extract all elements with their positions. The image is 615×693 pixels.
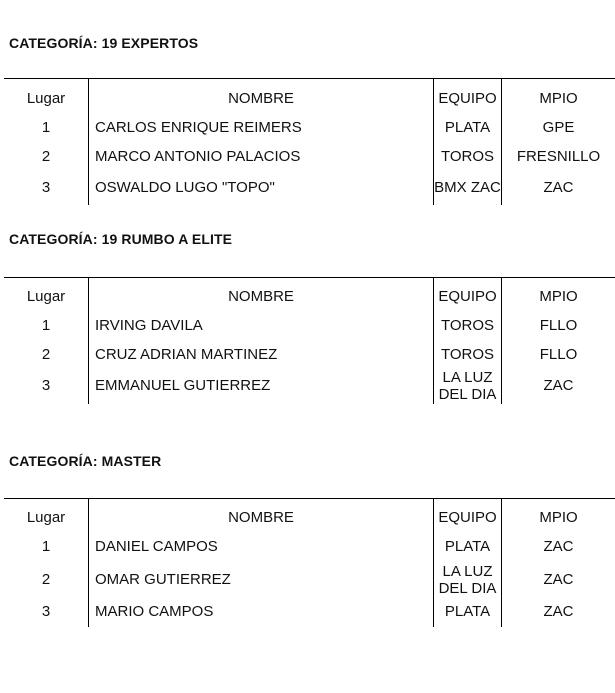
- cell-nombre: OMAR GUTIERREZ: [95, 571, 231, 588]
- table-header-row: [4, 83, 615, 113]
- header-lugar: Lugar: [26, 89, 66, 107]
- cell-lugar: 3: [41, 178, 51, 196]
- cell-mpio: ZAC: [543, 602, 574, 620]
- cell-lugar: 2: [41, 346, 51, 363]
- cell-lugar: 3: [41, 602, 51, 620]
- results-table-expertos: [4, 78, 615, 205]
- cell-mpio: ZAC: [543, 538, 574, 555]
- table-row: [4, 169, 615, 205]
- cell-equipo: TOROS: [440, 317, 495, 334]
- header-nombre: NOMBRE: [228, 508, 294, 526]
- table-row: [4, 532, 615, 561]
- header-equipo: EQUIPO: [438, 287, 497, 305]
- cell-nombre: MARIO CAMPOS: [95, 602, 214, 620]
- table-header-row: [4, 281, 615, 311]
- cell-equipo: PLATA: [444, 538, 491, 555]
- cell-equipo: PLATA: [444, 602, 491, 620]
- cell-mpio: FLLO: [539, 317, 578, 334]
- table-row: [4, 561, 615, 598]
- table-row: [4, 142, 615, 171]
- header-mpio: MPIO: [539, 287, 578, 305]
- cell-lugar: 3: [41, 377, 51, 394]
- section-title-rumbo-a-elite: CATEGORÍA: 19 RUMBO A ELITE: [9, 231, 233, 247]
- cell-lugar: 2: [41, 571, 51, 588]
- cell-lugar: 1: [41, 119, 51, 136]
- cell-mpio: ZAC: [543, 377, 574, 394]
- table-row: [4, 113, 615, 142]
- cell-mpio: ZAC: [543, 571, 574, 588]
- cell-lugar: 2: [41, 148, 51, 165]
- cell-mpio: ZAC: [543, 178, 574, 196]
- header-lugar: Lugar: [26, 508, 66, 526]
- cell-nombre: MARCO ANTONIO PALACIOS: [95, 148, 301, 165]
- header-nombre: NOMBRE: [228, 287, 294, 305]
- cell-nombre: OSWALDO LUGO "TOPO": [95, 178, 275, 196]
- cell-equipo: PLATA: [444, 119, 491, 136]
- header-equipo: EQUIPO: [438, 508, 497, 526]
- header-mpio: MPIO: [539, 89, 578, 107]
- cell-lugar: 1: [41, 538, 51, 555]
- cell-nombre: CRUZ ADRIAN MARTINEZ: [95, 346, 278, 363]
- header-mpio: MPIO: [539, 508, 578, 526]
- table-header-row: [4, 502, 615, 532]
- section-title-expertos: CATEGORÍA: 19 EXPERTOS: [9, 35, 199, 51]
- header-lugar: Lugar: [26, 287, 66, 305]
- cell-equipo: BMX ZAC: [434, 178, 501, 196]
- cell-lugar: 1: [41, 317, 51, 334]
- cell-nombre: IRVING DAVILA: [95, 317, 203, 334]
- cell-mpio: GPE: [542, 119, 575, 136]
- results-table-rumbo-a-elite: [4, 277, 615, 404]
- section-title-master: CATEGORÍA: MASTER: [9, 453, 162, 469]
- cell-nombre: DANIEL CAMPOS: [95, 538, 218, 555]
- table-row: [4, 311, 615, 340]
- table-row: [4, 340, 615, 369]
- header-equipo: EQUIPO: [438, 89, 497, 107]
- cell-equipo: TOROS: [440, 346, 495, 363]
- cell-mpio: FRESNILLO: [516, 148, 601, 165]
- table-row: [4, 367, 615, 404]
- header-nombre: NOMBRE: [228, 89, 294, 107]
- results-table-master: [4, 498, 615, 627]
- cell-nombre: EMMANUEL GUTIERREZ: [95, 377, 271, 394]
- table-row: [4, 597, 615, 625]
- cell-equipo: LA LUZ DEL DIA: [438, 562, 497, 597]
- cell-equipo: TOROS: [440, 148, 495, 165]
- cell-equipo: LA LUZ DEL DIA: [438, 368, 497, 403]
- cell-nombre: CARLOS ENRIQUE REIMERS: [95, 119, 302, 136]
- cell-mpio: FLLO: [539, 346, 578, 363]
